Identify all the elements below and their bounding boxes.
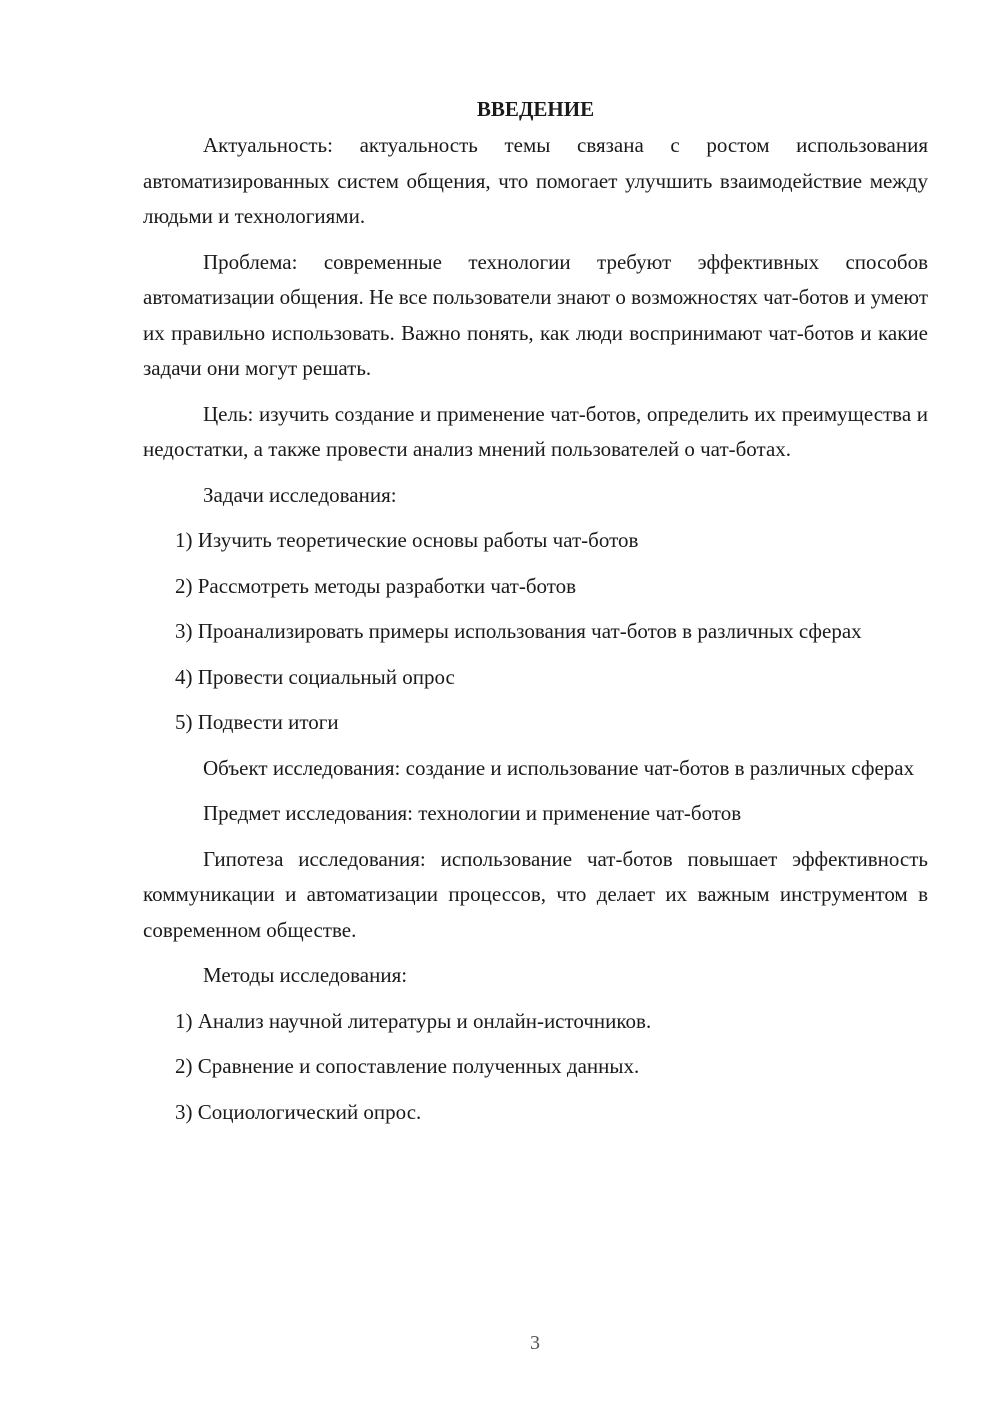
method-item: 2) Сравнение и сопоставление полученных данных. — [175, 1054, 640, 1078]
relevance-paragraph: Актуальность: актуальность темы связана с ростом использования автоматизированных систем общения, что помогает улучшить взаимодействие между людьми и технологиями. — [143, 133, 928, 228]
tasks-heading: Задачи исследования: — [203, 482, 397, 507]
hypothesis-paragraph: Гипотеза исследования: использование чат-ботов повышает эффективность коммуникации и автоматизации процессов, что делает их важным инструментом в современном обществе. — [143, 846, 928, 942]
task-item: 2) Рассмотреть методы разработки чат-ботов — [175, 573, 577, 598]
method-item: 1) Анализ научной литературы и онлайн-источников. — [175, 1008, 652, 1033]
methods-heading: Методы исследования: — [203, 963, 408, 987]
section-title: ВВЕДЕНИЕ — [476, 97, 595, 121]
task-item: 5) Подвести итоги — [175, 710, 339, 734]
goal-paragraph: Цель: изучить создание и применение чат-ботов, определить их преимущества и недостатки, а также провести анализ мнений пользователей о чат-ботах. — [143, 401, 928, 461]
task-item: 4) Провести социальный опрос — [175, 664, 455, 689]
problem-paragraph: Проблема: современные технологии требуют эффективных способов автоматизации общения. Не все пользователи знают о возможностях чат-ботов и умеют их правильно использовать. Важно понять, как люди воспринимают чат-ботов и какие задачи они могут решать. — [143, 249, 928, 380]
page-number: 3 — [530, 1332, 540, 1354]
method-item: 3) Социологический опрос. — [175, 1099, 422, 1124]
task-item: 1) Изучить теоретические основы работы чат-ботов — [175, 528, 639, 552]
task-item: 3) Проанализировать примеры использования чат-ботов в различных сферах — [175, 619, 862, 643]
document-page — [143, 92, 928, 1140]
object-paragraph: Объект исследования: создание и использование чат-ботов в различных сферах — [203, 755, 915, 780]
subject-paragraph: Предмет исследования: технологии и применение чат-ботов — [203, 801, 742, 825]
